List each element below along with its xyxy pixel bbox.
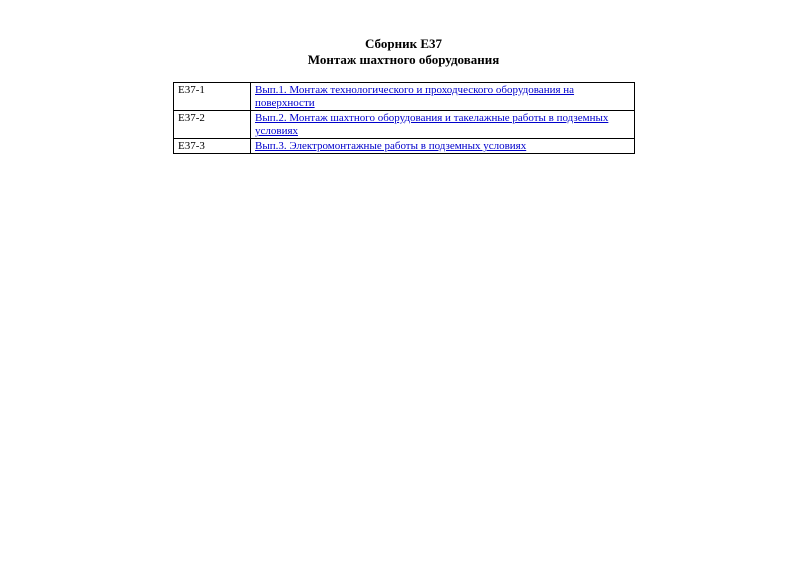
issues-table (173, 82, 635, 154)
table-row (174, 139, 635, 154)
issue-link-3[interactable]: Вып.3. Электромонтажные работы в подземных условиях (255, 140, 527, 152)
issue-code: Е37-3 (174, 139, 251, 154)
document-title: Сборник Е37 (365, 36, 442, 51)
issue-link-1[interactable]: Вып.1. Монтаж технологического и проходческого оборудования на поверхности (255, 84, 575, 109)
issue-link-2[interactable]: Вып.2. Монтаж шахтного оборудования и такелажные работы в подземных условиях (255, 112, 609, 137)
table-row (174, 111, 635, 139)
issue-cell (251, 83, 635, 111)
issue-cell (251, 111, 635, 139)
document-header (0, 36, 807, 68)
issue-code: Е37-2 (174, 111, 251, 139)
issue-code: Е37-1 (174, 83, 251, 111)
issue-cell (251, 139, 635, 154)
table-row (174, 83, 635, 111)
document-subtitle: Монтаж шахтного оборудования (307, 52, 500, 67)
